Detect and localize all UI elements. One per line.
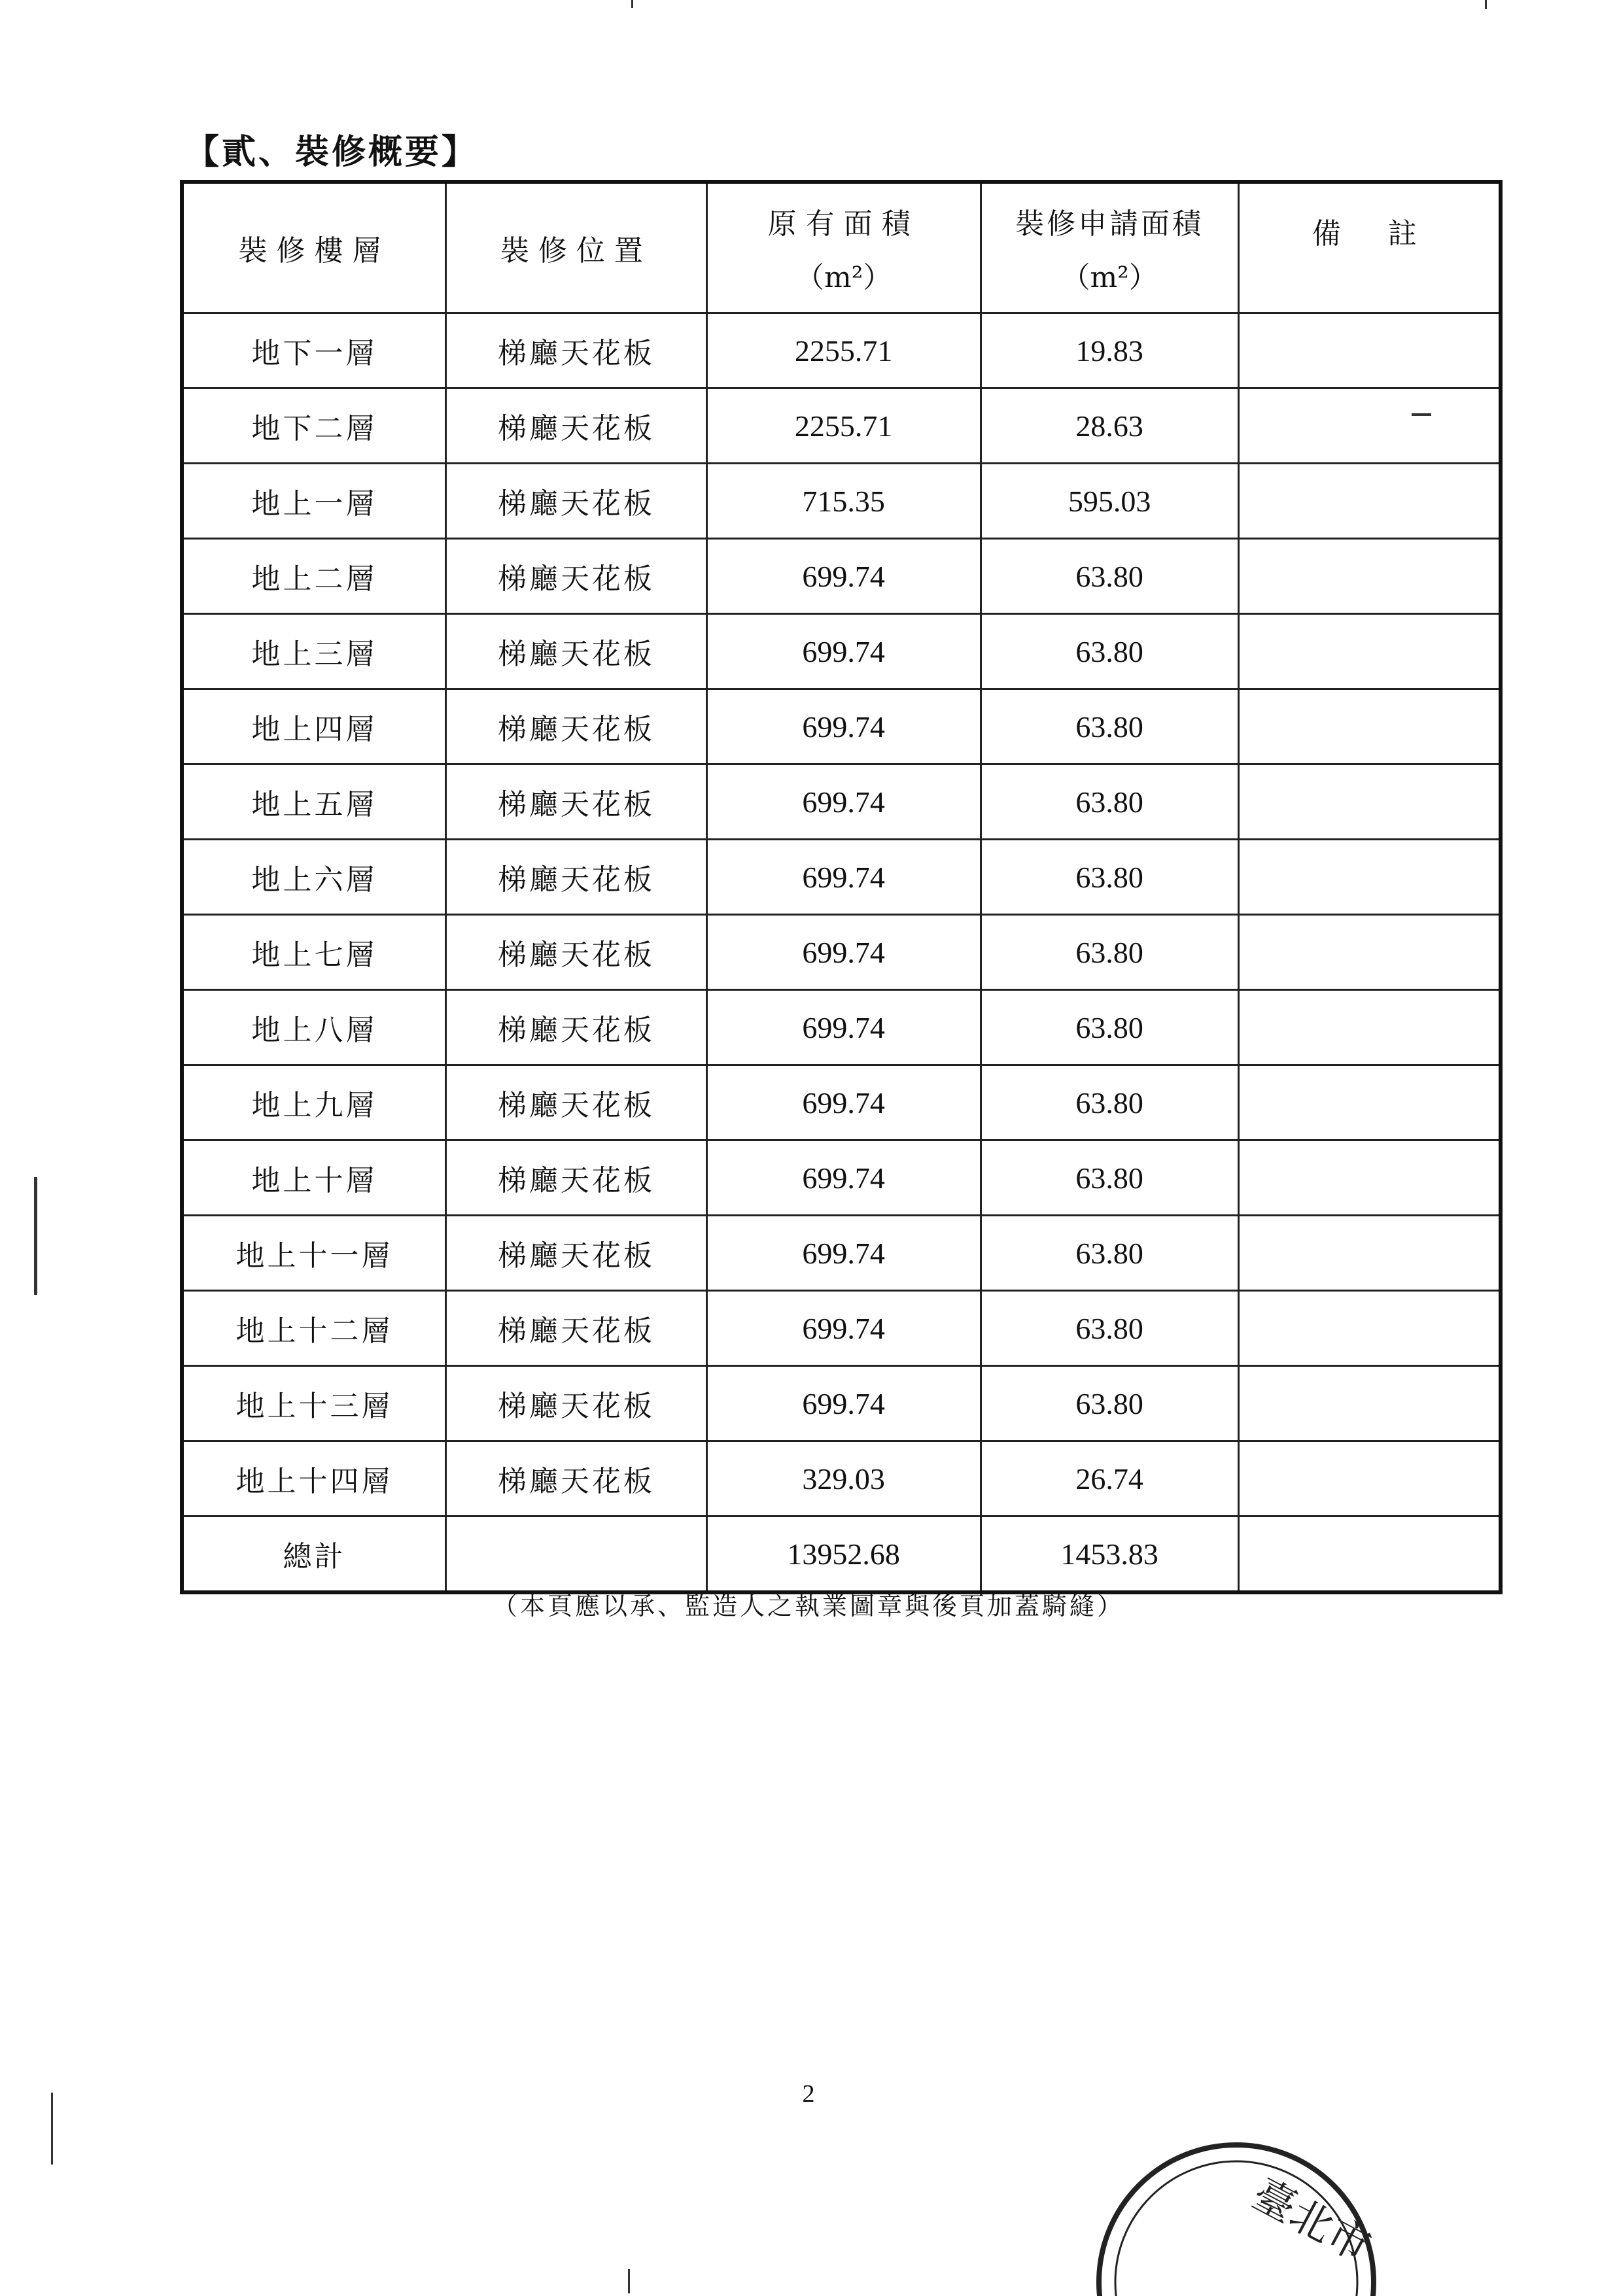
official-seal-icon: [1086, 2066, 1378, 2293]
table-body: [182, 313, 1501, 1593]
cell-remarks: [1238, 539, 1501, 614]
cell-applied-area: 63.80: [981, 689, 1238, 764]
cell-location: 梯廳天花板: [446, 915, 707, 990]
section-title: 【貳、裝修概要】: [185, 132, 479, 172]
cell-location: 梯廳天花板: [446, 764, 707, 840]
scan-mark-top-right: [1485, 0, 1487, 9]
header-original-area-label: 原有面積: [767, 207, 920, 241]
cell-original-area: 699.74: [706, 1216, 981, 1291]
cell-original-area: 715.35: [706, 464, 981, 539]
cell-original-area: 2255.71: [706, 313, 981, 388]
cell-applied-area: 63.80: [981, 1291, 1238, 1366]
cell-location: 梯廳天花板: [446, 1366, 707, 1441]
cell-remarks: [1238, 764, 1501, 840]
cell-original-area: 699.74: [706, 764, 981, 840]
table-header-row: [182, 182, 1501, 313]
cell-applied-area: 63.80: [981, 764, 1238, 840]
cell-applied-area: 63.80: [981, 915, 1238, 990]
cell-floor: 地上八層: [182, 990, 446, 1065]
cell-floor: 地上一層: [182, 464, 446, 539]
cell-floor: 地上十一層: [182, 1216, 446, 1291]
cell-applied-area: 63.80: [981, 990, 1238, 1065]
cell-location: 梯廳天花板: [446, 990, 707, 1065]
cell-location: 梯廳天花板: [446, 1216, 707, 1291]
seal-note: （本頁應以承、監造人之執業圖章與後頁加蓋騎縫）: [492, 1592, 1124, 1620]
cell-remarks: [1238, 1366, 1501, 1441]
cell-floor: 地下一層: [182, 313, 446, 388]
table-row: [182, 764, 1501, 840]
scan-mark-bottom: [628, 2269, 630, 2293]
cell-floor: 地上四層: [182, 689, 446, 764]
table-row: [182, 313, 1501, 388]
cell-original-area: 329.03: [706, 1441, 981, 1516]
scan-mark-right: [1412, 413, 1431, 416]
cell-applied-area: 63.80: [981, 614, 1238, 689]
cell-applied-area: 26.74: [981, 1441, 1238, 1516]
cell-applied-area: 63.80: [981, 539, 1238, 614]
total-location: [446, 1516, 707, 1593]
cell-location: 梯廳天花板: [446, 464, 707, 539]
cell-remarks: [1238, 990, 1501, 1065]
cell-original-area: 699.74: [706, 1366, 981, 1441]
cell-location: 梯廳天花板: [446, 539, 707, 614]
cell-original-area: 699.74: [706, 1140, 981, 1216]
cell-remarks: [1238, 1441, 1501, 1516]
cell-floor: 地上二層: [182, 539, 446, 614]
seal-graphic: [1086, 2066, 1378, 2293]
cell-applied-area: 63.80: [981, 1216, 1238, 1291]
table-row: [182, 388, 1501, 464]
header-original-area-unit: （m²）: [795, 261, 892, 294]
table-row: [182, 915, 1501, 990]
cell-remarks: [1238, 1065, 1501, 1140]
cell-applied-area: 19.83: [981, 313, 1238, 388]
scan-mark-bottom-left: [51, 2093, 53, 2165]
table-row: [182, 539, 1501, 614]
cell-applied-area: 28.63: [981, 388, 1238, 464]
cell-remarks: [1238, 464, 1501, 539]
cell-location: 梯廳天花板: [446, 313, 707, 388]
cell-location: 梯廳天花板: [446, 689, 707, 764]
cell-remarks: [1238, 1216, 1501, 1291]
header-location: 裝修位置: [446, 182, 707, 313]
cell-location: 梯廳天花板: [446, 1291, 707, 1366]
table-row: [182, 990, 1501, 1065]
header-applied-area-unit: （m²）: [1061, 261, 1158, 294]
cell-original-area: 699.74: [706, 1291, 981, 1366]
cell-location: 梯廳天花板: [446, 1441, 707, 1516]
table-row: [182, 1216, 1501, 1291]
cell-original-area: 2255.71: [706, 388, 981, 464]
cell-original-area: 699.74: [706, 840, 981, 915]
table-row: [182, 614, 1501, 689]
cell-remarks: [1238, 614, 1501, 689]
cell-floor: 地下二層: [182, 388, 446, 464]
cell-applied-area: 63.80: [981, 840, 1238, 915]
renovation-summary-table: [180, 180, 1503, 1594]
total-applied-area: 1453.83: [981, 1516, 1238, 1593]
total-original-area: 13952.68: [706, 1516, 981, 1593]
cell-floor: 地上十四層: [182, 1441, 446, 1516]
table-row: [182, 840, 1501, 915]
cell-original-area: 699.74: [706, 915, 981, 990]
cell-applied-area: 595.03: [981, 464, 1238, 539]
seal-text: 臺北市: [1244, 2170, 1378, 2272]
cell-location: 梯廳天花板: [446, 840, 707, 915]
table-row: [182, 1441, 1501, 1516]
cell-original-area: 699.74: [706, 689, 981, 764]
header-applied-area: [981, 182, 1238, 313]
cell-applied-area: 63.80: [981, 1366, 1238, 1441]
cell-original-area: 699.74: [706, 539, 981, 614]
cell-applied-area: 63.80: [981, 1140, 1238, 1216]
cell-floor: 地上十三層: [182, 1366, 446, 1441]
cell-floor: 地上九層: [182, 1065, 446, 1140]
cell-remarks: [1238, 840, 1501, 915]
table-row: [182, 1065, 1501, 1140]
cell-floor: 地上五層: [182, 764, 446, 840]
cell-remarks: [1238, 689, 1501, 764]
scan-mark-left: [34, 1177, 37, 1295]
table-total-row: [182, 1516, 1501, 1593]
cell-location: 梯廳天花板: [446, 1065, 707, 1140]
cell-original-area: 699.74: [706, 990, 981, 1065]
cell-location: 梯廳天花板: [446, 388, 707, 464]
cell-remarks: [1238, 313, 1501, 388]
cell-original-area: 699.74: [706, 614, 981, 689]
cell-remarks: [1238, 388, 1501, 464]
cell-floor: 地上七層: [182, 915, 446, 990]
scan-mark-top: [631, 0, 633, 8]
table-row: [182, 689, 1501, 764]
cell-applied-area: 63.80: [981, 1065, 1238, 1140]
cell-remarks: [1238, 1140, 1501, 1216]
table-row: [182, 464, 1501, 539]
cell-remarks: [1238, 915, 1501, 990]
page-number: 2: [802, 2080, 815, 2108]
cell-floor: 地上六層: [182, 840, 446, 915]
total-label: 總計: [182, 1516, 446, 1593]
total-remarks: [1238, 1516, 1501, 1593]
header-remarks: 備 註: [1238, 182, 1501, 313]
header-original-area: [706, 182, 981, 313]
table-row: [182, 1140, 1501, 1216]
cell-floor: 地上十二層: [182, 1291, 446, 1366]
cell-remarks: [1238, 1291, 1501, 1366]
cell-location: 梯廳天花板: [446, 614, 707, 689]
cell-floor: 地上十層: [182, 1140, 446, 1216]
table-row: [182, 1366, 1501, 1441]
cell-floor: 地上三層: [182, 614, 446, 689]
table-row: [182, 1291, 1501, 1366]
header-floor: 裝修樓層: [182, 182, 446, 313]
cell-original-area: 699.74: [706, 1065, 981, 1140]
cell-location: 梯廳天花板: [446, 1140, 707, 1216]
header-applied-area-label: 裝修申請面積: [1015, 207, 1204, 241]
